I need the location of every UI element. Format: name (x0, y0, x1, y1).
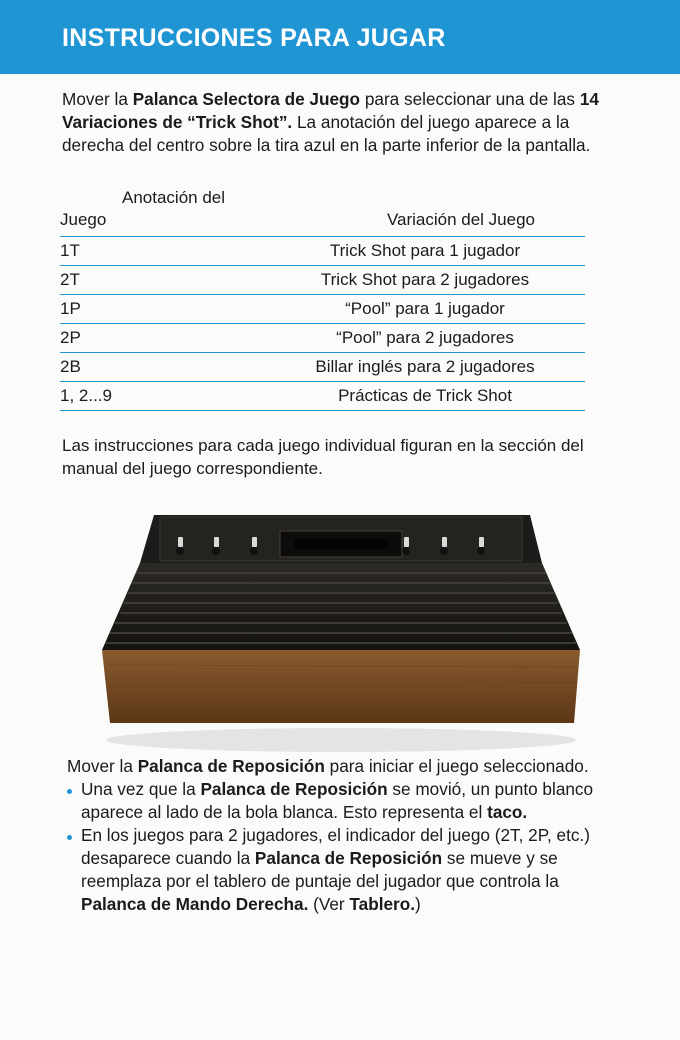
table-row (60, 382, 585, 411)
reset-intro (67, 755, 607, 778)
bullet-icon (67, 789, 72, 794)
header-bar (0, 0, 680, 74)
row-code: 2B (60, 357, 81, 376)
row-code: 1P (60, 299, 81, 318)
bullet1-text-1: Una vez que la (81, 779, 201, 799)
intro-text-3: La anotación del juego aparece a la derecha del centro sobre la tira azul en la parte inferior de la pantalla. (62, 112, 591, 155)
table-header (60, 186, 585, 237)
intro-text-2: para seleccionar una de las (360, 89, 580, 109)
row-code: 2P (60, 328, 81, 347)
table-row (60, 237, 585, 266)
reset-bold-1: Palanca de Reposición (137, 756, 325, 776)
row-variation: Trick Shot para 1 jugador (329, 241, 521, 260)
bullet2-bold-1: Palanca de Reposición (254, 848, 443, 868)
atari-2600-console-icon (98, 495, 584, 755)
list-item (67, 778, 607, 824)
row-variation: “Pool” para 2 jugadores (336, 328, 514, 347)
intro-paragraph (62, 88, 602, 157)
intro-bold-2: 14 Variaciones de “Trick Shot”. (62, 89, 599, 132)
bullet2-bold-3: Tablero. (349, 894, 415, 914)
row-variation: Prácticas de Trick Shot (338, 386, 512, 405)
list-item (67, 824, 607, 916)
bullet2-text-1: En los juegos para 2 jugadores, el indicador del juego (2T, 2P, etc.) desaparece cuando la (81, 825, 590, 868)
variations-table (60, 186, 585, 411)
bullet2-text-3: (Ver (308, 894, 350, 914)
bullet1-bold-2: taco. (487, 802, 528, 822)
header-code-line1: Anotación del (122, 188, 226, 207)
note-paragraph: Las instrucciones para cada juego individual figuran en la sección del manual del juego correspondiente. (62, 436, 584, 478)
bullet-icon (67, 835, 72, 840)
table-row (60, 353, 585, 382)
row-code: 1, 2...9 (60, 386, 112, 405)
bullet1-bold-1: Palanca de Reposición (200, 779, 388, 799)
page-title: INSTRUCCIONES PARA JUGAR (62, 24, 446, 52)
row-code: 1T (60, 241, 80, 260)
row-variation: Trick Shot para 2 jugadores (320, 270, 530, 289)
row-variation: Billar inglés para 2 jugadores (315, 357, 535, 376)
table-row (60, 295, 585, 324)
header-variation: Variación del Juego (386, 210, 535, 229)
bullet2-text-4: ) (415, 894, 421, 914)
bullet2-bold-2: Palanca de Mando Derecha. (81, 894, 309, 914)
bullet2-text-2: se mueve y se reemplaza por el tablero de puntaje del jugador que controla la (81, 848, 559, 891)
row-variation: “Pool” para 1 jugador (345, 299, 505, 318)
bullet1-text-2: se movió, un punto blanco aparece al lado de la bola blanca. Esto representa el (81, 779, 594, 822)
reset-section (67, 755, 607, 916)
table-row (60, 266, 585, 295)
header-code-line2: Juego (60, 210, 107, 229)
row-code: 2T (60, 270, 80, 289)
table-row (60, 324, 585, 353)
reset-text-1: Mover la (67, 756, 138, 776)
reset-text-2: para iniciar el juego seleccionado. (324, 756, 589, 776)
intro-bold-1: Palanca Selectora de Juego (132, 89, 361, 109)
intro-text-1: Mover la (62, 89, 133, 109)
